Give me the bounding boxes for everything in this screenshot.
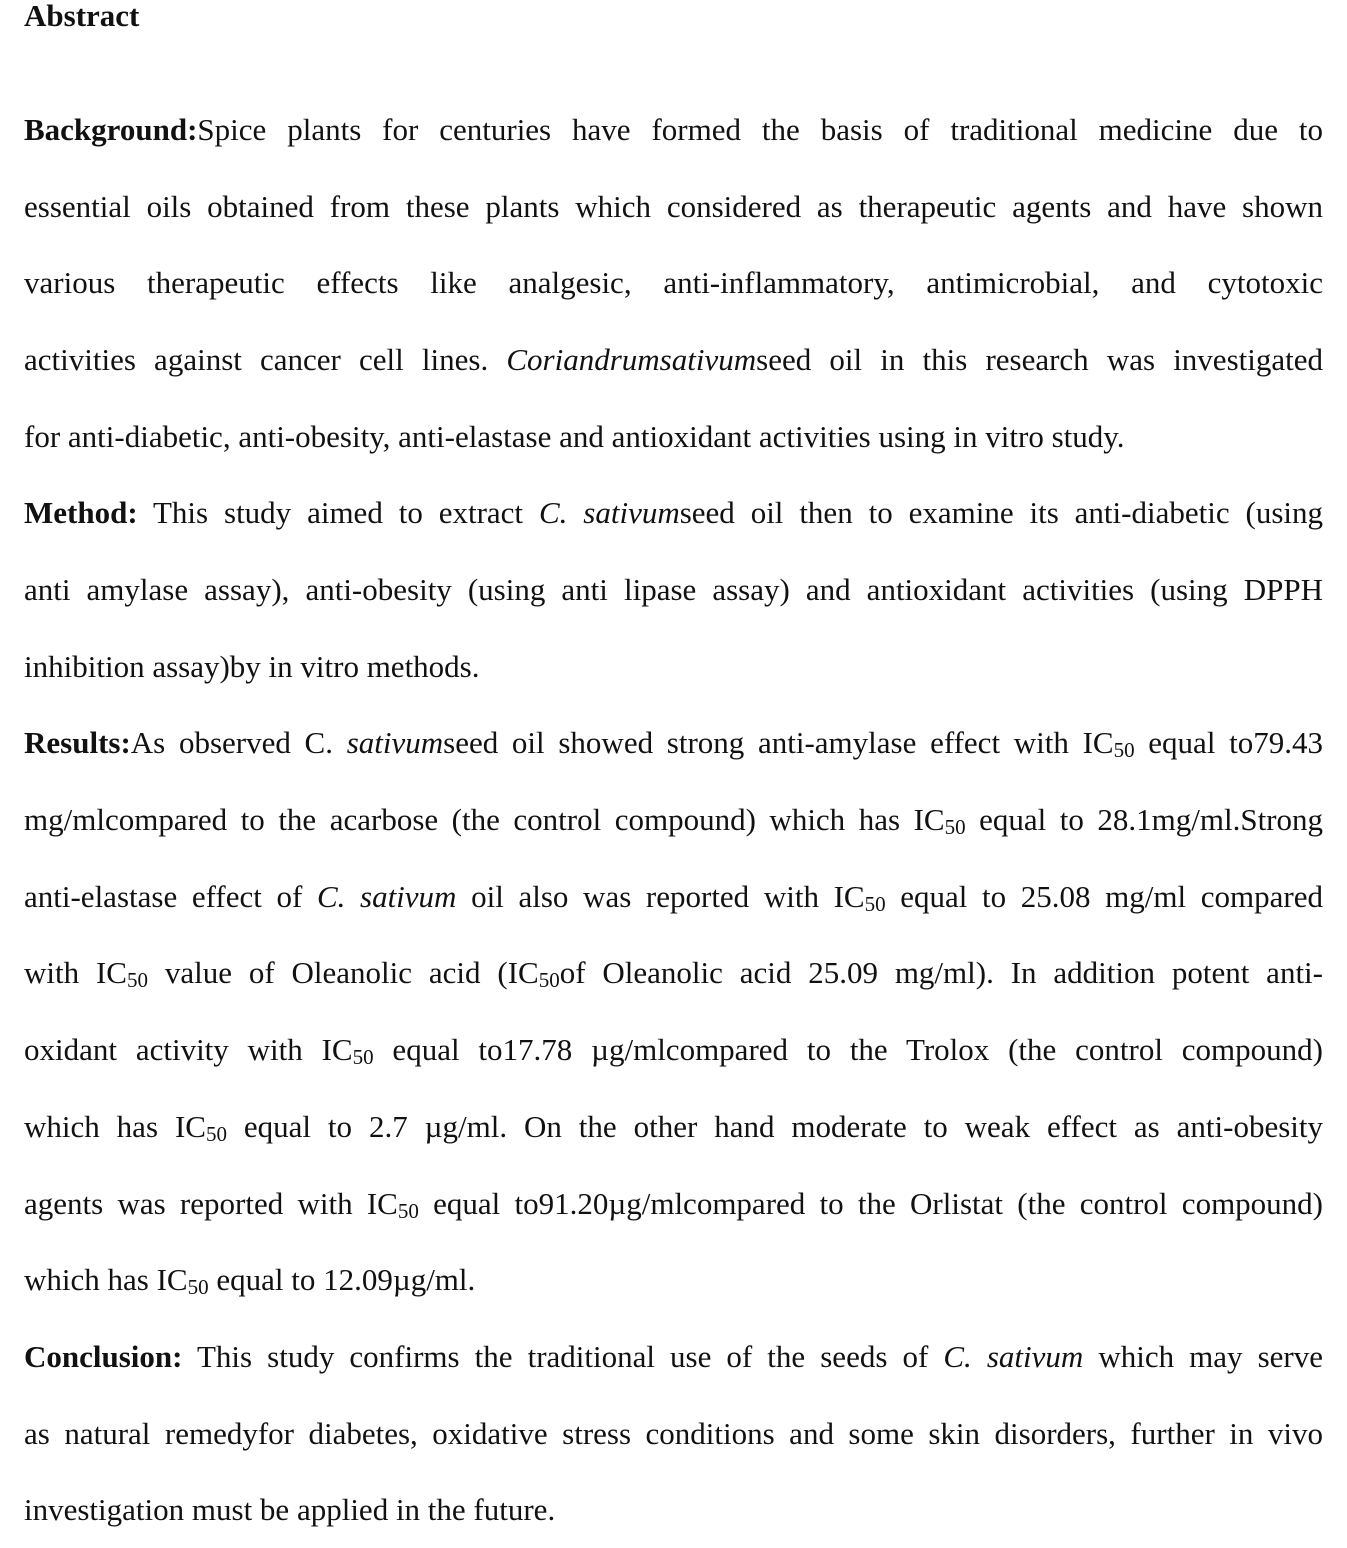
background-line-2: essential oils obtained from these plants which considered as therapeutic agents and have shown — [24, 189, 1323, 224]
species-name: Coriandrumsativum — [506, 342, 757, 377]
results-line-3: anti-elastase effect of C. sativum oil also was reported with $IC_{50}$ equal to 25.08 mg/ml compared — [24, 879, 1323, 916]
background-line-5: for anti-diabetic, anti-obesity, anti-elastase and antioxidant activities using in vitro study. — [24, 419, 1125, 454]
background-label: Background: — [24, 112, 198, 147]
method-line-2: anti amylase assay), anti-obesity (using anti lipase assay) and antioxidant activities (using DPPH — [24, 572, 1323, 607]
conclusion-line-1: Conclusion: This study confirms the traditional use of the seeds of C. sativum which may serve — [24, 1339, 1323, 1374]
method-line-3: inhibition assay)by in vitro methods. — [24, 649, 480, 684]
method-line-1: Method: This study aimed to extract C. sativumseed oil then to examine its anti-diabetic (using — [24, 495, 1323, 530]
results-label: Results: — [24, 725, 131, 760]
background-line-1: Background:Spice plants for centuries have formed the basis of traditional medicine due to — [24, 112, 1323, 147]
conclusion-line-2: as natural remedyfor diabetes, oxidative stress conditions and some skin disorders, further in vivo — [24, 1416, 1323, 1451]
results-line-5: oxidant activity with $IC_{50}$ equal to17.78 µg/mlcompared to the Trolox (the control compound) — [24, 1032, 1323, 1069]
background-line-3: various therapeutic effects like analgesic, anti-inflammatory, antimicrobial, and cytotoxic — [24, 265, 1323, 300]
results-line-6: which has $IC_{50}$ equal to 2.7 µg/ml. On the other hand moderate to weak effect as anti-obesity — [24, 1109, 1323, 1146]
abstract-heading: Abstract — [24, 0, 140, 33]
results-line-1: Results:As observed C. sativumseed oil showed strong anti-amylase effect with $IC_{50}$ equal to79.43 — [24, 725, 1324, 762]
results-line-4: with $IC_{50}$ value of Oleanolic acid ($IC_{50}of$ Oleanolic acid 25.09 mg/ml). In addition potent anti- — [24, 955, 1323, 992]
results-line-2: mg/mlcompared to the acarbose (the control compound) which has $IC_{50}$ equal to 28.1mg/ml.Strong — [24, 802, 1324, 839]
background-line-4: activities against cancer cell lines. Coriandrumsativumseed oil in this research was investigated — [24, 342, 1323, 377]
conclusion-line-3: investigation must be applied in the future. — [24, 1492, 556, 1527]
method-label: Method: — [24, 495, 138, 530]
results-line-7: agents was reported with $IC_{50}$ equal to91.20µg/mlcompared to the Orlistat (the control compound) — [24, 1186, 1324, 1223]
results-line-8: which has $IC_{50}$ equal to 12.09µg/ml. — [24, 1262, 476, 1299]
conclusion-label: Conclusion: — [24, 1339, 183, 1374]
